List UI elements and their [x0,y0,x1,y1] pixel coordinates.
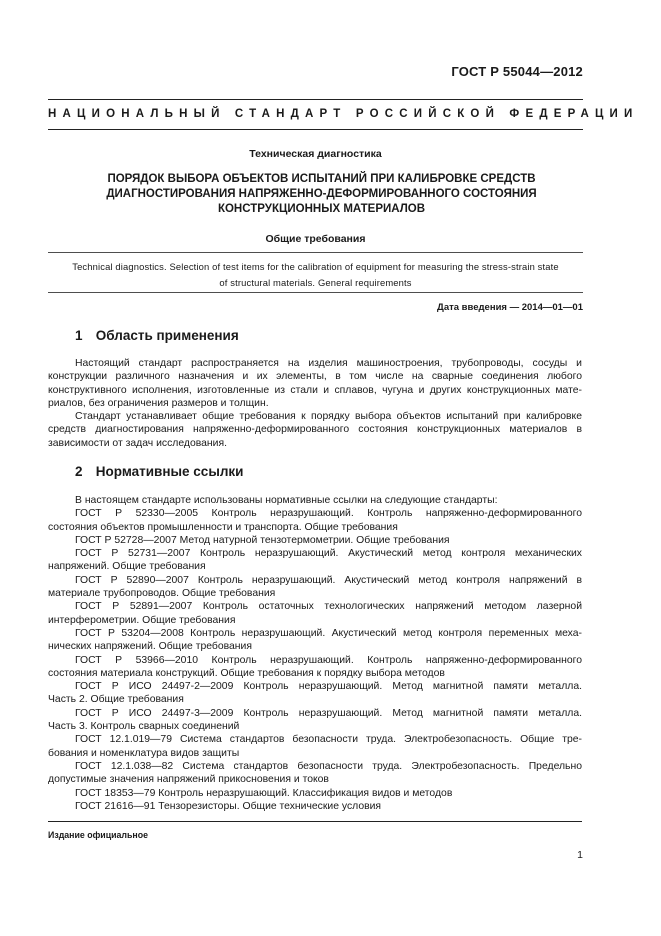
official-edition-label: Издание официальное [48,830,148,840]
reference-line: бования и номенклатура видов защиты [48,747,240,759]
english-title-rule [48,252,583,253]
text-line: риалов, без ограничения размеров и толщин. [48,397,269,409]
reference-line: ГОСТ Р ИСО 24497-2—2009 Контроль неразрушающий. Метод магнитной памяти металла. [75,681,582,693]
reference-line: ГОСТ 18353—79 Контроль неразрушающий. Классификация видов и методов [75,787,453,799]
english-title-line: Technical diagnostics. Selection of test items for the calibration of equipment for measuring the stress-strain state [72,261,559,272]
document-code: ГОСТ Р 55044—2012 [451,64,583,79]
reference-line: допустимые значения напряжений прикосновения и токов [48,774,329,786]
section-1-heading [75,328,239,343]
reference-line: материале трубопроводов. Общие требования [48,588,276,600]
page-number: 1 [577,849,583,861]
reference-line: ГОСТ Р ИСО 24497-3—2009 Контроль неразрушающий. Метод магнитной памяти металла. [75,707,582,719]
reference-line: напряжений. Общие требования [48,561,206,573]
english-title [48,259,583,291]
section-number: 1 [75,328,83,343]
section-title: Нормативные ссылки [95,464,244,479]
text-line: конструктивного исполнения, изготовленные из стали и сплавов, чугуна и других конструкционных мате- [48,384,582,396]
reference-line: Часть 2. Общие требования [48,694,184,706]
section-2-heading [75,464,243,479]
reference-line: интерферометрии. Общие требования [48,614,236,626]
section-title: Область применения [95,328,239,343]
top-rule [48,99,583,100]
national-standard-banner: НАЦИОНАЛЬНЫЙ СТАНДАРТ РОССИЙСКОЙ ФЕДЕРАЦИИ [48,108,639,120]
english-title-bottom-rule [48,292,583,293]
title-line: ДИАГНОСТИРОВАНИЯ НАПРЯЖЕННО-ДЕФОРМИРОВАННОГО СОСТОЯНИЯ [106,188,537,200]
text-line: конструкции различного назначения и их элементы, в том числе на сварные соединения любого [48,371,582,383]
text-line: зависимости от задач исследования. [48,437,227,449]
reference-line: состояния объектов промышленности и транспорта. Общие требования [48,521,398,533]
normative-references [48,494,582,813]
footer-rule [48,821,582,822]
english-title-line: of structural materials. General requirements [219,277,412,288]
reference-line: ГОСТ 21616—91 Тензорезисторы. Общие технические условия [75,800,382,812]
text-line: средств диагностирования напряженно-деформированного состояния конструкционных материалов в [48,424,582,436]
reference-line: ГОСТ Р 53204—2008 Контроль неразрушающий. Акустический метод контроля переменных меха- [75,627,582,639]
subject-line: Техническая диагностика [249,148,382,160]
text-line: В настоящем стандарте использованы нормативные ссылки на следующие стандарты: [75,495,498,506]
reference-line: состояния материала конструкций. Общие требования к порядку выбора методов [48,667,445,679]
reference-line: Часть 3. Контроль сварных соединений [48,721,240,733]
reference-line: ГОСТ Р 53966—2010 Контроль неразрушающий. Контроль напряженно-деформированного [75,654,582,666]
introduction-date: Дата введения — 2014—01—01 [437,302,583,313]
title-line: КОНСТРУКЦИОННЫХ МАТЕРИАЛОВ [217,203,426,215]
reference-line: ГОСТ Р 52890—2007 Контроль неразрушающий. Акустический метод контроля напряжений в [75,574,582,586]
title-line: ПОРЯДОК ВЫБОРА ОБЪЕКТОВ ИСПЫТАНИЙ ПРИ КАЛИБРОВКЕ СРЕДСТВ [107,173,536,185]
banner-rule [48,129,583,130]
section-number: 2 [75,464,83,479]
reference-line: ГОСТ Р 52330—2005 Контроль неразрушающий. Контроль напряженно-деформированного [75,508,582,520]
document-title [60,172,583,217]
reference-line: ГОСТ Р 52731—2007 Контроль неразрушающий. Акустический метод контроля механических [75,548,582,560]
general-requirements-subtitle: Общие требования [265,233,366,245]
section-1-paragraph-1 [48,357,582,410]
reference-line: ГОСТ 12.1.038—82 Система стандартов безопасности труда. Электробезопасность. Предельно [75,760,582,772]
reference-line: нических напряжений. Общие требования [48,641,252,653]
reference-line: ГОСТ Р 52728—2007 Метод натурной тензотермометрии. Общие требования [75,534,450,546]
section-1-paragraph-2 [48,410,582,450]
text-line: Стандарт устанавливает общие требования к порядку выбора объектов испытаний при калибровке [75,411,582,422]
text-line: Настоящий стандарт распространяется на изделия машиностроения, трубопроводы, сосуды и [75,358,582,369]
reference-line: ГОСТ Р 52891—2007 Контроль остаточных технологических напряжений методом лазерной [75,601,582,613]
reference-line: ГОСТ 12.1.019—79 Система стандартов безопасности труда. Электробезопасность. Общие тре- [75,734,582,746]
